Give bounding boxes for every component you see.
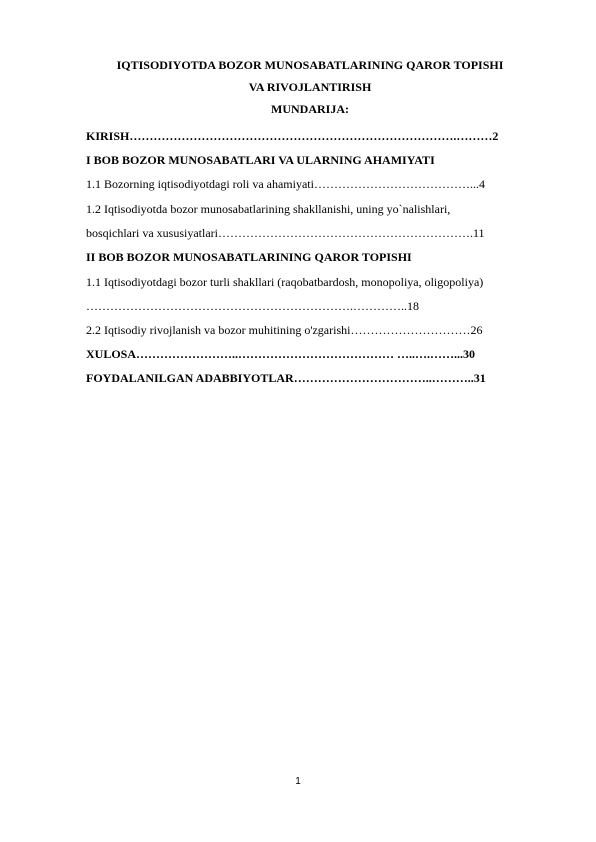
contents-heading: MUNDARIJA: (271, 102, 349, 116)
toc-entry-conclusion: XULOSA……………………..………………………………… …..….……...30 (86, 347, 476, 361)
toc-entry-introduction: KIRISH……………………………………………………………………….………2 (86, 129, 499, 143)
toc-entry-2-1-line-2: ………………………………………………………….…………..18 (86, 299, 419, 313)
toc-chapter-2-heading: II BOB BOZOR MUNOSABATLARINING QAROR TOPISHI (86, 250, 412, 264)
toc-entry-1-2-line-2: bosqichlari va xususiyatlari……………………………………………………….11 (86, 226, 485, 240)
toc-chapter-1-heading: I BOB BOZOR MUNOSABATLARI VA ULARNING AHAMIYATI (86, 153, 435, 167)
document-title-line-1: IQTISODIYOTDA BOZOR MUNOSABATLARINING QAROR TOPISHI (116, 58, 504, 72)
toc-entry-1-2-line-1: 1.2 Iqtisodiyotda bozor munosabatlarining shakllanishi, uning yo`nalishlari, (86, 202, 451, 216)
document-title-line-2: VA RIVOJLANTIRISH (248, 80, 372, 94)
toc-entry-2-1-line-1: 1.1 Iqtisodiyotdagi bozor turli shakllari (raqobatbardosh, monopoliya, oligopoliya) (86, 275, 484, 289)
toc-entry-references: FOYDALANILGAN ADABBIYOTLAR……………………………..………..31 (86, 371, 486, 385)
toc-entry-2-2: 2.2 Iqtisodiy rivojlanish va bozor muhitining o'zgarishi…………………………26 (86, 323, 483, 337)
page-number: 1 (295, 776, 301, 787)
toc-entry-1-1: 1.1 Bozorning iqtisodiyotdagi roli va ahamiyati…………………………………...4 (86, 177, 485, 191)
